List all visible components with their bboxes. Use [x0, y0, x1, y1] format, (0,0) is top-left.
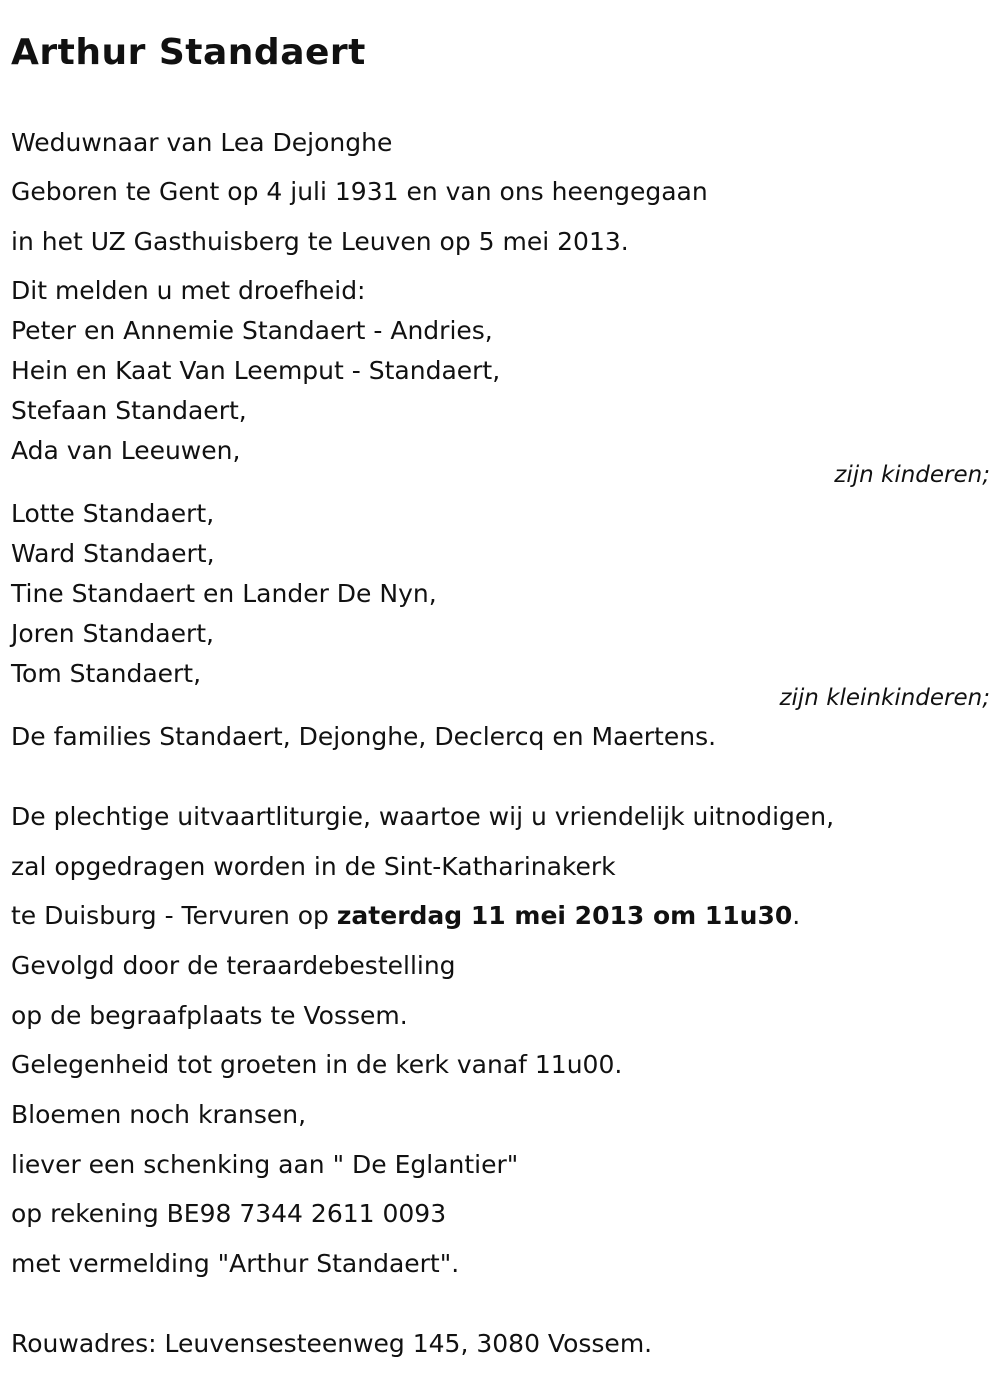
death-line: in het UZ Gasthuisberg te Leuven op 5 mei 2013.: [11, 227, 629, 256]
grandchild-name: Tom Standaert,: [11, 659, 202, 688]
donation-line: liever een schenking aan " De Eglantier": [11, 1150, 519, 1179]
mourning-address: Rouwadres: Leuvensesteenweg 145, 3080 Vossem.: [11, 1329, 653, 1358]
greeting-line: Gelegenheid tot groeten in de kerk vanaf 11u00.: [11, 1050, 623, 1079]
funeral-line: De plechtige uitvaartliturgie, waartoe wij u vriendelijk uitnodigen,: [11, 802, 835, 831]
funeral-date-line: [11, 900, 800, 932]
widower-line: Weduwnaar van Lea Dejonghe: [11, 128, 393, 157]
funeral-date-prefix: te Duisburg - Tervuren op: [11, 901, 337, 930]
funeral-date-bold: zaterdag 11 mei 2013 om 11u30: [336, 901, 793, 930]
children-label: zijn kinderen;: [834, 462, 990, 488]
announcement-line: Dit melden u met droefheid:: [11, 276, 366, 305]
grandchild-name: Joren Standaert,: [11, 619, 215, 648]
grandchild-name: Lotte Standaert,: [11, 499, 215, 528]
child-name: Ada van Leeuwen,: [11, 436, 241, 465]
burial-line: Gevolgd door de teraardebestelling: [11, 951, 456, 980]
funeral-church-line: zal opgedragen worden in de Sint-Katharinakerk: [11, 852, 616, 881]
child-name: Peter en Annemie Standaert - Andries,: [11, 316, 493, 345]
child-name: Stefaan Standaert,: [11, 396, 247, 425]
grandchild-name: Tine Standaert en Lander De Nyn,: [11, 579, 437, 608]
deceased-name-title: Arthur Standaert: [11, 32, 366, 73]
account-line: op rekening BE98 7344 2611 0093: [11, 1199, 447, 1228]
grandchild-name: Ward Standaert,: [11, 539, 215, 568]
families-line: De families Standaert, Dejonghe, Declercq en Maertens.: [11, 722, 717, 751]
child-name: Hein en Kaat Van Leemput - Standaert,: [11, 356, 501, 385]
flowers-line: Bloemen noch kransen,: [11, 1100, 307, 1129]
funeral-date-suffix: .: [792, 901, 801, 930]
cemetery-line: op de begraafplaats te Vossem.: [11, 1001, 408, 1030]
grandchildren-label: zijn kleinkinderen;: [779, 685, 990, 711]
birth-line: Geboren te Gent op 4 juli 1931 en van ons heengegaan: [11, 177, 708, 206]
mention-line: met vermelding "Arthur Standaert".: [11, 1249, 460, 1278]
